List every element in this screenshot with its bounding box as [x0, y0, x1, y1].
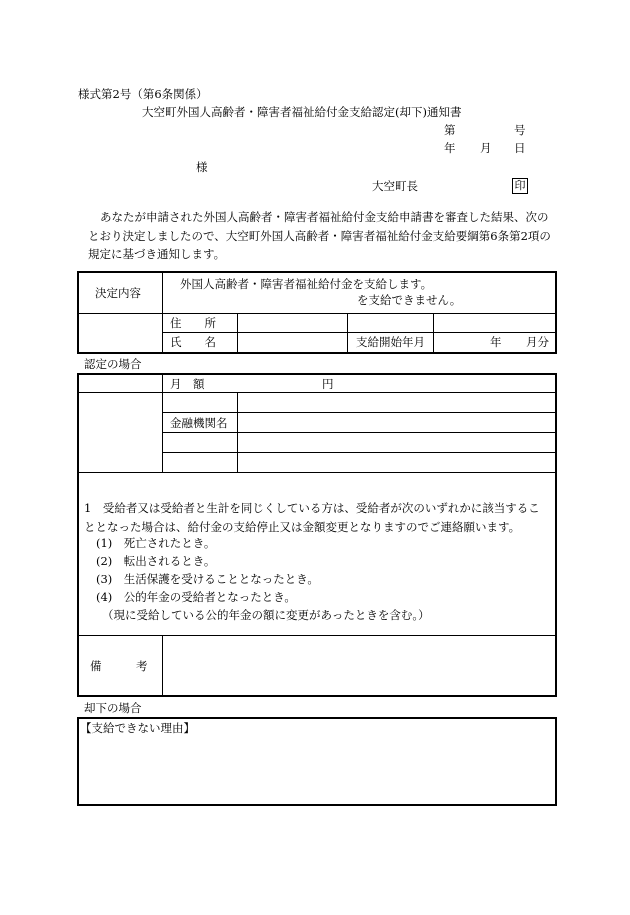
rejected-heading: 却下の場合 — [84, 701, 142, 715]
name-label: 氏 名 — [170, 335, 216, 349]
notes-sub-3: (3) 生活保護を受けることとなったとき。 — [96, 572, 319, 586]
address-label: 住 所 — [170, 316, 216, 330]
rejection-reason-label: 【支給できない理由】 — [80, 721, 195, 735]
notes-sub-1: (1) 死亡されたとき。 — [96, 536, 216, 550]
notes-item-1: 1 受給者又は受給者と生計を同じくしている方は、受給者が次のいずれかに該当することとなった場合は、給付金の支給停止又は金額変更となりますのでご連絡願います。 — [84, 501, 540, 534]
recipient-suffix: 様 — [196, 160, 208, 174]
start-month-label: 支給開始年月 — [356, 335, 425, 349]
notes-sub-4-note: （現に受給している公的年金の額に変更があったときを含む。） — [102, 608, 430, 622]
notes-sub-4: (4) 公的年金の受給者となったとき。 — [96, 590, 296, 604]
start-month-suffix: 月分 — [526, 335, 549, 349]
issuer: 大空町長 — [372, 179, 418, 193]
document-title: 大空町外国人高齢者・障害者福祉給付金支給認定(却下)通知書 — [142, 105, 462, 119]
seal-mark: 印 — [512, 178, 528, 194]
date-year: 年 — [444, 141, 456, 155]
decision-line-2: を支給できません。 — [357, 293, 462, 307]
doc-number-prefix: 第 — [444, 123, 456, 137]
notes-sub-2: (2) 転出されるとき。 — [96, 554, 216, 568]
doc-number-suffix: 号 — [514, 123, 526, 137]
intro-paragraph: あなたが申請された外国人高齢者・障害者福祉給付金支給申請書を審査した結果、次のとおり決定しましたので、大空町外国人高齢者・障害者福祉給付金支給要綱第6条第2項の規定に基づき通知します。 — [88, 210, 551, 261]
yen-unit: 円 — [322, 377, 334, 391]
start-year: 年 — [490, 335, 502, 349]
date-day: 日 — [514, 141, 526, 155]
approved-heading: 認定の場合 — [84, 357, 142, 371]
decision-label: 決定内容 — [95, 286, 141, 300]
remarks-label: 備 考 — [90, 659, 148, 673]
form-number: 様式第2号（第6条関係） — [78, 87, 208, 101]
monthly-amount-label: 月 額 — [170, 377, 205, 391]
bank-name-label: 金融機関名 — [170, 416, 228, 430]
decision-line-1: 外国人高齢者・障害者福祉給付金を支給します。 — [180, 277, 433, 291]
date-month: 月 — [480, 141, 492, 155]
